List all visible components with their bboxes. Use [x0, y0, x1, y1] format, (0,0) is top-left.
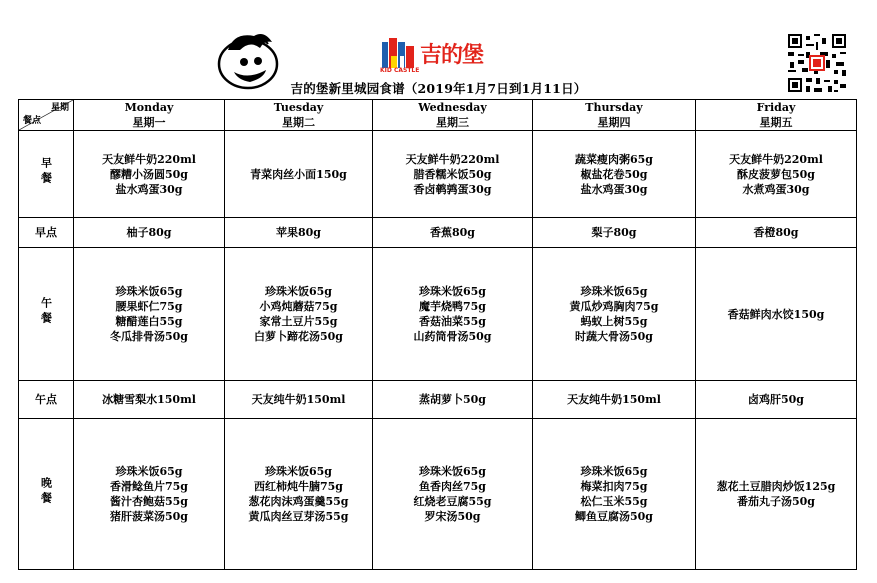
day-header: [373, 100, 533, 131]
dish-item: 天友鲜牛奶220ml: [102, 152, 196, 166]
menu-cell: [74, 131, 225, 218]
dish-item: 白萝卜蹄花汤50g: [254, 330, 343, 343]
dish-item: 番茄丸子汤50g: [737, 495, 815, 508]
table-header-row: [19, 100, 857, 131]
dish-item: 珍珠米饭65g: [580, 465, 648, 478]
dish-item: 酥皮菠萝包50g: [737, 167, 815, 181]
dish-item: 椒盐花卷50g: [580, 167, 648, 181]
dish-item: 珍珠米饭65g: [419, 465, 486, 478]
meal-label: [19, 218, 74, 248]
corner-day-label: 星期: [50, 103, 69, 113]
dish-item: 香橙80g: [753, 226, 799, 239]
dish-item: 葱花土豆腊肉炒饭125g: [716, 480, 836, 493]
dish-item: 香卤鹌鹑蛋30g: [413, 182, 492, 196]
dish-item: 西红柿炖牛腩75g: [254, 480, 343, 493]
dish-item: 山药筒骨汤50g: [413, 330, 492, 343]
menu-table: [18, 99, 857, 570]
day-header: [696, 100, 857, 131]
dish-item: 天友纯牛奶150ml: [567, 393, 661, 406]
menu-cell: [225, 381, 373, 419]
day-cn: 星期三: [436, 116, 469, 129]
meal-label-text: 午点: [35, 393, 57, 406]
dish-item: 猪肝菠菜汤50g: [110, 510, 188, 523]
dish-item: 葱花肉沫鸡蛋羹55g: [248, 495, 349, 508]
table-row: [19, 419, 857, 570]
menu-cell: [696, 248, 857, 381]
dish-item: 魔芋烧鸭75g: [419, 300, 486, 313]
dish-item: 醪糟小汤圆50g: [110, 167, 188, 181]
menu-cell: [533, 131, 696, 218]
menu-cell: [373, 419, 533, 570]
day-cn: 星期二: [282, 116, 315, 129]
corner-cell: [19, 100, 74, 131]
day-en: Friday: [756, 101, 796, 114]
dish-item: 蔬菜瘦肉粥65g: [575, 152, 653, 166]
dish-item: 鲫鱼豆腐汤50g: [575, 510, 653, 523]
meal-label-text: 早餐: [39, 157, 53, 187]
dish-item: 家常土豆片55g: [259, 315, 338, 328]
dish-item: 珍珠米饭65g: [265, 285, 332, 298]
dish-item: 梅菜扣肉75g: [580, 480, 648, 493]
dish-item: 珍珠米饭65g: [115, 465, 183, 478]
meal-label-text: 早点: [35, 226, 57, 239]
day-cn: 星期五: [759, 116, 793, 129]
dish-item: 天友纯牛奶150ml: [251, 393, 346, 406]
dish-item: 盐水鸡蛋30g: [580, 182, 648, 196]
menu-cell: [533, 248, 696, 381]
dish-item: 时蔬大骨汤50g: [575, 330, 653, 343]
dish-item: 天友鲜牛奶220ml: [405, 152, 500, 166]
menu-cell: [225, 248, 373, 381]
dish-item: 柚子80g: [126, 226, 172, 239]
menu-cell: [533, 419, 696, 570]
dish-item: 腰果虾仁75g: [115, 300, 183, 313]
menu-cell: [696, 218, 857, 248]
dish-item: 青菜肉丝小面150g: [250, 167, 347, 181]
day-header: [74, 100, 225, 131]
meal-label-text: 晚餐: [39, 477, 53, 507]
day-en: Wednesday: [418, 101, 487, 114]
meal-label: [19, 419, 74, 570]
menu-cell: [373, 248, 533, 381]
dish-item: 冰糖雪梨水150ml: [102, 393, 196, 406]
meal-label: [19, 248, 74, 381]
table-row: [19, 381, 857, 419]
menu-cell: [74, 381, 225, 419]
dish-item: 香蕉80g: [430, 226, 475, 239]
dish-item: 糖醋莲白55g: [115, 315, 183, 328]
day-en: Monday: [124, 101, 174, 114]
dish-item: 梨子80g: [591, 226, 637, 239]
dish-item: 珍珠米饭65g: [265, 465, 332, 478]
dish-item: 红烧老豆腐55g: [413, 495, 492, 508]
dish-item: 香菇鲜肉水饺150g: [727, 307, 825, 321]
dish-item: 天友鲜牛奶220ml: [729, 152, 823, 166]
table-row: [19, 131, 857, 218]
dish-item: 酱汁杏鲍菇55g: [110, 495, 188, 508]
table-row: [19, 248, 857, 381]
menu-cell: [696, 381, 857, 419]
dish-item: 苹果80g: [276, 226, 321, 239]
dish-item: 黄瓜肉丝豆芽汤55g: [248, 510, 349, 523]
dish-item: 蚂蚁上树55g: [580, 315, 648, 328]
dish-item: 珍珠米饭65g: [419, 285, 486, 298]
dish-item: 卤鸡肝50g: [748, 393, 804, 406]
day-cn: 星期四: [597, 116, 631, 129]
dish-item: 香菇油菜55g: [419, 315, 486, 328]
menu-cell: [225, 131, 373, 218]
dish-item: 罗宋汤50g: [424, 510, 481, 523]
dish-item: 蒸胡萝卜50g: [419, 393, 486, 406]
dish-item: 珍珠米饭65g: [580, 285, 648, 298]
dish-item: 水煮鸡蛋30g: [742, 182, 810, 196]
day-header: [533, 100, 696, 131]
menu-cell: [74, 218, 225, 248]
dish-item: 小鸡炖蘑菇75g: [259, 300, 338, 313]
menu-cell: [533, 381, 696, 419]
meal-label: [19, 131, 74, 218]
corner-meal-label: 餐点: [23, 116, 42, 126]
day-en: Thursday: [585, 101, 643, 114]
brand-logo: [380, 36, 484, 76]
menu-cell: [373, 218, 533, 248]
menu-cell: [373, 131, 533, 218]
menu-cell: [533, 218, 696, 248]
day-header: [225, 100, 373, 131]
dish-item: 松仁玉米55g: [580, 495, 648, 508]
menu-cell: [696, 419, 857, 570]
menu-cell: [696, 131, 857, 218]
dish-item: 鱼香肉丝75g: [419, 480, 486, 493]
logo-text: 吉的堡: [420, 43, 484, 68]
menu-cell: [373, 381, 533, 419]
menu-cell: [74, 419, 225, 570]
dish-item: 冬瓜排骨汤50g: [110, 330, 188, 343]
table-row: [19, 218, 857, 248]
menu-cell: [225, 218, 373, 248]
dish-item: 黄瓜炒鸡胸肉75g: [569, 300, 659, 313]
dish-item: 盐水鸡蛋30g: [115, 182, 183, 196]
logo-subtext: KID CASTLE: [380, 67, 420, 74]
day-en: Tuesday: [273, 101, 324, 114]
meal-label: [19, 381, 74, 419]
dish-item: 腊香糯米饭50g: [413, 167, 492, 181]
dish-item: 珍珠米饭65g: [115, 285, 183, 298]
meal-label-text: 午餐: [39, 297, 53, 327]
page-title: 吉的堡新里城园食谱（2019年1月7日到1月11日）: [290, 81, 587, 96]
menu-cell: [74, 248, 225, 381]
day-cn: 星期一: [132, 116, 166, 129]
dish-item: 香滑鲶鱼片75g: [110, 480, 188, 493]
menu-cell: [225, 419, 373, 570]
